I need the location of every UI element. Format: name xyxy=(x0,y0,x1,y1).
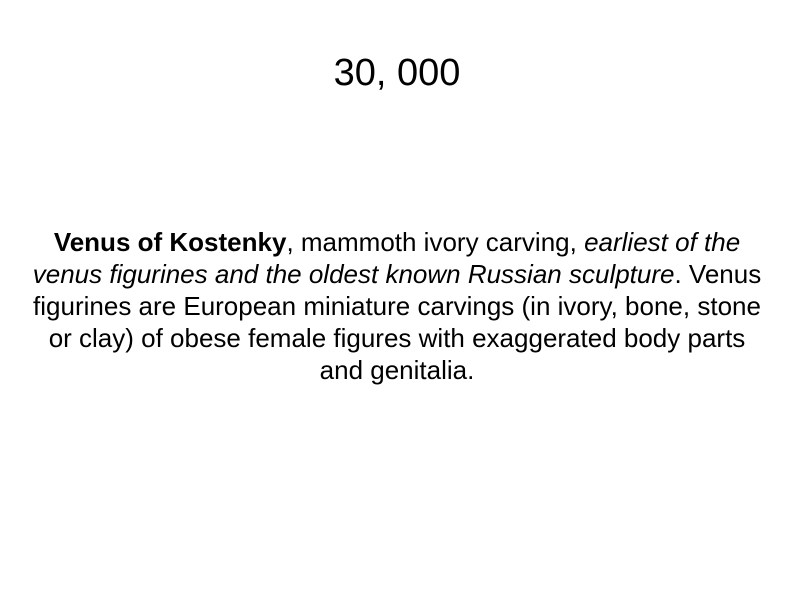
body-italic-phrase: earliest of the venus figurines and the oldest known Russian sculpture xyxy=(32,227,741,289)
body-text-rest: . Venus figurines are European miniature carvings (in ivory, bone, stone or clay) of obese female figures with exaggerated body parts and genitalia. xyxy=(33,259,762,385)
slide-title: 30, 000 xyxy=(333,52,461,94)
term-venus-of-kostenky: Venus of Kostenky xyxy=(53,227,287,257)
body-text-after-term: , mammoth ivory carving, xyxy=(286,227,585,257)
slide-body-text xyxy=(30,226,764,386)
